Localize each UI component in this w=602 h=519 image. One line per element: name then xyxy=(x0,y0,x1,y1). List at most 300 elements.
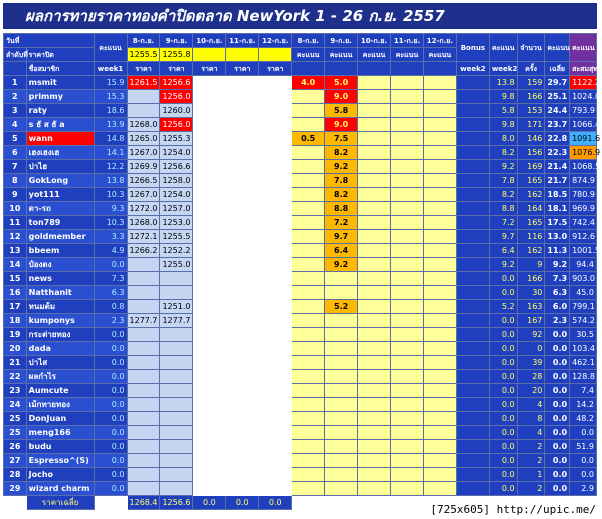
score-day-4 xyxy=(391,132,424,146)
table-row xyxy=(4,132,597,146)
price-day-2 xyxy=(160,426,193,440)
bonus-cell xyxy=(456,370,489,384)
avg-score: 18.1 xyxy=(545,202,570,216)
score-day-5 xyxy=(423,342,456,356)
row-number: 20 xyxy=(4,342,27,356)
score-day-2: 5.2 xyxy=(325,300,358,314)
score-day-1 xyxy=(292,160,325,174)
score-day-3 xyxy=(358,370,391,384)
avg-score: 29.7 xyxy=(545,76,570,90)
table-row xyxy=(4,468,597,482)
date-header: วันที่ xyxy=(4,34,95,48)
net-total: 0.0 xyxy=(570,454,597,468)
table-row xyxy=(4,188,597,202)
score-day-5 xyxy=(423,160,456,174)
week1-score: 0.0 xyxy=(94,482,127,496)
price-day-3 xyxy=(193,426,226,440)
price-label-4: ราคา xyxy=(226,62,259,76)
table-row xyxy=(4,342,597,356)
row-number: 4 xyxy=(4,118,27,132)
score-day-3 xyxy=(358,202,391,216)
net-total: 1066.4 xyxy=(570,118,597,132)
order-header: ลำดับที่ xyxy=(4,48,27,62)
avg-score: 0.0 xyxy=(545,412,570,426)
score-day-4 xyxy=(391,342,424,356)
score-day-2 xyxy=(325,272,358,286)
score-day-2: 9.2 xyxy=(325,258,358,272)
price-day-5 xyxy=(259,440,292,454)
price-day-5 xyxy=(259,342,292,356)
avg-score: 6.3 xyxy=(545,286,570,300)
price-day-1 xyxy=(127,482,160,496)
price-day-1: 1268.0 xyxy=(127,118,160,132)
price-day-4 xyxy=(226,118,259,132)
member-name: msmit xyxy=(26,76,94,90)
bonus-cell xyxy=(456,230,489,244)
net-total: 874.9 xyxy=(570,174,597,188)
week1-score: 0.0 xyxy=(94,370,127,384)
member-name: s ธั ส ธั a xyxy=(26,118,94,132)
week1-score: 0.0 xyxy=(94,440,127,454)
score-day-5 xyxy=(423,300,456,314)
price-day-4 xyxy=(226,454,259,468)
week2-score: 8.8 xyxy=(489,202,517,216)
price-label-5: ราคา xyxy=(259,62,292,76)
week2-score: 0.0 xyxy=(489,384,517,398)
net-total: 0.0 xyxy=(570,468,597,482)
price-day-2 xyxy=(160,440,193,454)
avg-score: 2.3 xyxy=(545,314,570,328)
price-day-5 xyxy=(259,468,292,482)
price-day-3 xyxy=(193,160,226,174)
member-rows xyxy=(4,76,601,496)
score-blank-1 xyxy=(292,62,325,76)
member-name: goldmember xyxy=(26,230,94,244)
member-name: ton789 xyxy=(26,216,94,230)
avg-score: 0.0 xyxy=(545,342,570,356)
times-count: 92 xyxy=(517,328,545,342)
row-number: 8 xyxy=(4,174,27,188)
times-count: 163 xyxy=(517,300,545,314)
score-label-4: คะแนน xyxy=(391,48,424,62)
score-day-1: 4.0 xyxy=(292,76,325,90)
week1-score: 0.0 xyxy=(94,468,127,482)
row-number: 25 xyxy=(4,426,27,440)
price-day-2: 1258.0 xyxy=(160,174,193,188)
times-count: 2 xyxy=(517,440,545,454)
avg-price-3: 0.0 xyxy=(193,496,226,510)
score-day-3 xyxy=(358,216,391,230)
table-row xyxy=(4,244,597,258)
date-col-1: 8-ก.ย. xyxy=(127,34,160,48)
score-day-3 xyxy=(358,356,391,370)
score-day-4 xyxy=(391,482,424,496)
price-label-3: ราคา xyxy=(193,62,226,76)
price-day-3 xyxy=(193,272,226,286)
price-day-4 xyxy=(226,440,259,454)
score-day-3 xyxy=(358,174,391,188)
price-day-5 xyxy=(259,118,292,132)
week1-score: 15.3 xyxy=(94,90,127,104)
score-blank-3 xyxy=(358,62,391,76)
price-day-5 xyxy=(259,482,292,496)
price-day-2: 1253.0 xyxy=(160,216,193,230)
table-row xyxy=(4,454,597,468)
price-day-2 xyxy=(160,412,193,426)
score-day-1 xyxy=(292,118,325,132)
member-name: raty xyxy=(26,104,94,118)
score-day-4 xyxy=(391,454,424,468)
table-row xyxy=(4,230,597,244)
score-day-1 xyxy=(292,328,325,342)
bonus-cell xyxy=(456,314,489,328)
price-day-4 xyxy=(226,314,259,328)
table-row xyxy=(4,216,597,230)
bonus-cell xyxy=(456,202,489,216)
score-day-5 xyxy=(423,384,456,398)
row-number: 21 xyxy=(4,356,27,370)
member-name: primmy xyxy=(26,90,94,104)
net-total: 574.2 xyxy=(570,314,597,328)
avg-score: 6.0 xyxy=(545,300,570,314)
times-count: 165 xyxy=(517,174,545,188)
times-count: 169 xyxy=(517,160,545,174)
score-day-5 xyxy=(423,454,456,468)
count-header: จำนวน xyxy=(517,34,545,62)
score-blank-4 xyxy=(391,62,424,76)
member-name: ป๋องดง xyxy=(26,258,94,272)
row-number: 13 xyxy=(4,244,27,258)
score-day-1 xyxy=(292,244,325,258)
score-day-4 xyxy=(391,216,424,230)
net-score-header: คะแนน xyxy=(570,34,597,62)
bonus-cell xyxy=(456,342,489,356)
price-day-1: 1269.9 xyxy=(127,160,160,174)
score-day-4 xyxy=(391,174,424,188)
member-name: เฮงเฮงเฮ xyxy=(26,146,94,160)
week1-score: 10.3 xyxy=(94,216,127,230)
score-day-5 xyxy=(423,440,456,454)
bonus-cell xyxy=(456,76,489,90)
price-day-2 xyxy=(160,482,193,496)
score-day-3 xyxy=(358,160,391,174)
score-day-4 xyxy=(391,258,424,272)
table-row xyxy=(4,482,597,496)
price-day-3 xyxy=(193,482,226,496)
avg-score: 0.0 xyxy=(545,482,570,496)
net-total: 793.9 xyxy=(570,104,597,118)
table-row xyxy=(4,286,597,300)
price-day-1 xyxy=(127,440,160,454)
price-day-5 xyxy=(259,244,292,258)
price-day-1: 1272.1 xyxy=(127,230,160,244)
avg-score: 0.0 xyxy=(545,356,570,370)
score-day-3 xyxy=(358,146,391,160)
score-day-4 xyxy=(391,76,424,90)
score-day-1 xyxy=(292,90,325,104)
price-day-4 xyxy=(226,272,259,286)
price-day-5 xyxy=(259,356,292,370)
score-day-4 xyxy=(391,468,424,482)
times-count: 166 xyxy=(517,272,545,286)
week2-score: 0.0 xyxy=(489,370,517,384)
price-label-1: ราคา xyxy=(127,62,160,76)
avg-score: 0.0 xyxy=(545,384,570,398)
score-day-1 xyxy=(292,398,325,412)
price-day-2: 1255.5 xyxy=(160,230,193,244)
score-day-4 xyxy=(391,286,424,300)
score-day-2 xyxy=(325,384,358,398)
bonus-cell xyxy=(456,272,489,286)
times-count: 39 xyxy=(517,356,545,370)
avg-score: 0.0 xyxy=(545,328,570,342)
bonus-cell xyxy=(456,174,489,188)
bonus-cell xyxy=(456,160,489,174)
week2-score: 0.0 xyxy=(489,356,517,370)
close-price-4 xyxy=(226,48,259,62)
close-price-1: 1255.5 xyxy=(127,48,160,62)
price-day-3 xyxy=(193,356,226,370)
score-day-5 xyxy=(423,412,456,426)
week2-score: 9.8 xyxy=(489,90,517,104)
avg-price-5: 0.0 xyxy=(259,496,292,510)
bonus-cell xyxy=(456,90,489,104)
score-day-5 xyxy=(423,426,456,440)
price-day-2 xyxy=(160,370,193,384)
net-total: 94.4 xyxy=(570,258,597,272)
member-name: กระต่ายทอง xyxy=(26,328,94,342)
price-day-1 xyxy=(127,468,160,482)
price-day-4 xyxy=(226,244,259,258)
price-day-4 xyxy=(226,286,259,300)
price-day-4 xyxy=(226,356,259,370)
times-count: 2 xyxy=(517,454,545,468)
net-total: 1001.5 xyxy=(570,244,597,258)
order-blank xyxy=(4,62,27,76)
week1-score: 0.8 xyxy=(94,300,127,314)
price-day-1 xyxy=(127,90,160,104)
bonus-cell xyxy=(456,356,489,370)
avg-score: 11.3 xyxy=(545,244,570,258)
net-total: 2.9 xyxy=(570,482,597,496)
score-date-5: 12-ก.ย. xyxy=(423,34,456,48)
member-name: หนมต้ม xyxy=(26,300,94,314)
score-day-1 xyxy=(292,370,325,384)
score-day-5 xyxy=(423,132,456,146)
price-day-4 xyxy=(226,398,259,412)
row-number: 5 xyxy=(4,132,27,146)
row-number: 22 xyxy=(4,370,27,384)
avg-score: 7.3 xyxy=(545,272,570,286)
score-label-3: คะแนน xyxy=(358,48,391,62)
score-day-5 xyxy=(423,90,456,104)
week2-score: 9.7 xyxy=(489,230,517,244)
member-name: DonJuan xyxy=(26,412,94,426)
week1-score: 0.0 xyxy=(94,342,127,356)
price-day-3 xyxy=(193,384,226,398)
net-total: 969.9 xyxy=(570,202,597,216)
price-day-2: 1255.3 xyxy=(160,132,193,146)
times-count: 1 xyxy=(517,468,545,482)
net-total: 742.4 xyxy=(570,216,597,230)
score-table xyxy=(3,33,602,510)
times-count: 116 xyxy=(517,230,545,244)
price-day-4 xyxy=(226,258,259,272)
week2-score: 0.0 xyxy=(489,286,517,300)
score-date-2: 9-ก.ย. xyxy=(325,34,358,48)
score-day-4 xyxy=(391,398,424,412)
score-day-3 xyxy=(358,118,391,132)
week1-score: 2.3 xyxy=(94,314,127,328)
times-count: 164 xyxy=(517,202,545,216)
row-number: 23 xyxy=(4,384,27,398)
price-day-4 xyxy=(226,174,259,188)
price-day-5 xyxy=(259,370,292,384)
score-day-5 xyxy=(423,482,456,496)
score-day-5 xyxy=(423,258,456,272)
price-day-3 xyxy=(193,146,226,160)
price-day-3 xyxy=(193,468,226,482)
price-day-1: 1266.5 xyxy=(127,174,160,188)
score-day-1 xyxy=(292,440,325,454)
table-row xyxy=(4,160,597,174)
score-day-2 xyxy=(325,398,358,412)
times-count: 8 xyxy=(517,412,545,426)
score-day-2: 9.2 xyxy=(325,160,358,174)
close-price-2: 1255.8 xyxy=(160,48,193,62)
price-day-1: 1268.0 xyxy=(127,216,160,230)
price-day-5 xyxy=(259,300,292,314)
times-count: 146 xyxy=(517,132,545,146)
price-day-4 xyxy=(226,188,259,202)
member-name: Aumcute xyxy=(26,384,94,398)
row-number: 9 xyxy=(4,188,27,202)
price-day-5 xyxy=(259,272,292,286)
row-number: 25 xyxy=(4,412,27,426)
table-row xyxy=(4,356,597,370)
price-day-2 xyxy=(160,356,193,370)
times-count: 171 xyxy=(517,118,545,132)
score-day-1 xyxy=(292,384,325,398)
row-number: 16 xyxy=(4,286,27,300)
net-total: 14.2 xyxy=(570,398,597,412)
price-day-3 xyxy=(193,230,226,244)
week1-score: 0.0 xyxy=(94,454,127,468)
avg-price-1: 1268.4 xyxy=(127,496,160,510)
price-day-3 xyxy=(193,76,226,90)
week1-score: 0.0 xyxy=(94,384,127,398)
week2-score: 8.2 xyxy=(489,188,517,202)
score-day-2: 8.2 xyxy=(325,146,358,160)
bonus-cell xyxy=(456,482,489,496)
price-day-3 xyxy=(193,454,226,468)
score-day-5 xyxy=(423,230,456,244)
score-day-1 xyxy=(292,258,325,272)
member-name: Jocho xyxy=(26,468,94,482)
price-day-2: 1256.6 xyxy=(160,160,193,174)
score-day-4 xyxy=(391,202,424,216)
score-day-5 xyxy=(423,202,456,216)
price-day-2: 1260.0 xyxy=(160,104,193,118)
score-day-2: 8.2 xyxy=(325,188,358,202)
score-day-1 xyxy=(292,342,325,356)
price-day-3 xyxy=(193,440,226,454)
times-count: 162 xyxy=(517,244,545,258)
date-col-5: 12-ก.ย. xyxy=(259,34,292,48)
score-day-4 xyxy=(391,300,424,314)
price-day-3 xyxy=(193,412,226,426)
net-total: 1076.9 xyxy=(570,146,597,160)
price-day-1 xyxy=(127,412,160,426)
week1-score: 14.8 xyxy=(94,132,127,146)
score-day-3 xyxy=(358,76,391,90)
price-day-5 xyxy=(259,188,292,202)
date-col-4: 11-ก.ย. xyxy=(226,34,259,48)
score-day-3 xyxy=(358,398,391,412)
price-day-4 xyxy=(226,370,259,384)
week2-score: 0.0 xyxy=(489,328,517,342)
score-day-1 xyxy=(292,202,325,216)
week1-score: 9.3 xyxy=(94,202,127,216)
price-day-3 xyxy=(193,398,226,412)
price-day-1 xyxy=(127,454,160,468)
price-day-4 xyxy=(226,426,259,440)
bonus-cell xyxy=(456,300,489,314)
week2-score: 0.0 xyxy=(489,398,517,412)
price-day-3 xyxy=(193,300,226,314)
score-day-2 xyxy=(325,426,358,440)
table-row xyxy=(4,146,597,160)
net-label: สะสมสุทธิ xyxy=(570,62,597,76)
score-day-3 xyxy=(358,328,391,342)
avg-score: 25.1 xyxy=(545,90,570,104)
price-day-2: 1255.0 xyxy=(160,258,193,272)
price-day-2 xyxy=(160,342,193,356)
price-day-5 xyxy=(259,174,292,188)
row-number: 3 xyxy=(4,104,27,118)
score-day-1 xyxy=(292,104,325,118)
price-day-4 xyxy=(226,230,259,244)
price-day-1: 1265.0 xyxy=(127,132,160,146)
table-row xyxy=(4,90,597,104)
price-day-5 xyxy=(259,286,292,300)
member-name: bbeem xyxy=(26,244,94,258)
week1-score: 13.8 xyxy=(94,174,127,188)
avg-score: 24.4 xyxy=(545,104,570,118)
score-day-1 xyxy=(292,412,325,426)
avg-score: 23.7 xyxy=(545,118,570,132)
member-name: เม้กทายทอง xyxy=(26,398,94,412)
price-day-2: 1256.6 xyxy=(160,76,193,90)
net-total: 103.4 xyxy=(570,342,597,356)
avg-score: 13.0 xyxy=(545,230,570,244)
score-day-1 xyxy=(292,174,325,188)
price-day-5 xyxy=(259,328,292,342)
week2-bonus-label: week2 xyxy=(456,62,489,76)
score-day-3 xyxy=(358,90,391,104)
week2-score: 0.0 xyxy=(489,440,517,454)
table-row xyxy=(4,384,597,398)
avg-score: 0.0 xyxy=(545,370,570,384)
price-day-5 xyxy=(259,132,292,146)
score-day-2 xyxy=(325,314,358,328)
score-day-2 xyxy=(325,454,358,468)
price-day-1 xyxy=(127,272,160,286)
price-day-2: 1252.2 xyxy=(160,244,193,258)
week2-score: 8.2 xyxy=(489,146,517,160)
score-day-1 xyxy=(292,454,325,468)
score-label-2: คะแนน xyxy=(325,48,358,62)
